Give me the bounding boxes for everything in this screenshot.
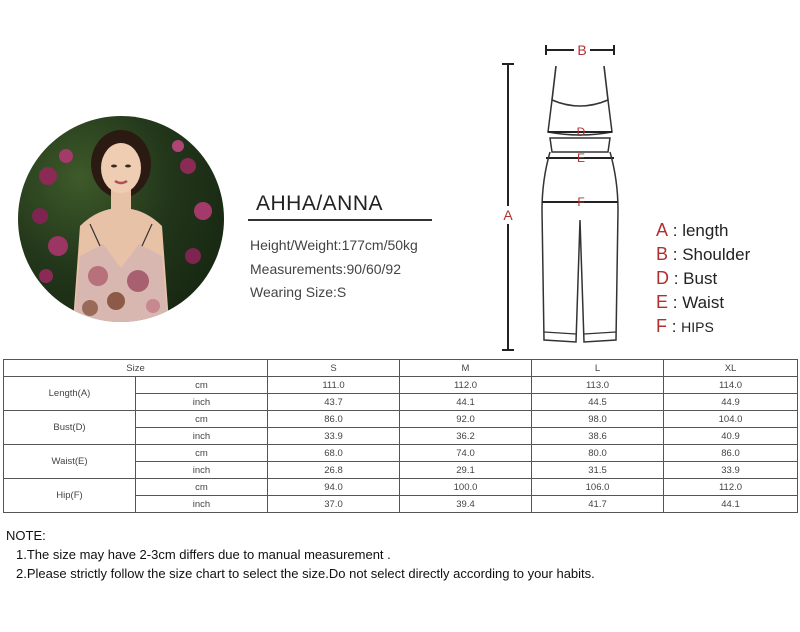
value-cell: 44.1 [664, 496, 798, 513]
header-size-xl: XL [664, 360, 798, 377]
value-cell: 100.0 [400, 479, 532, 496]
unit-cell: cm [136, 377, 268, 394]
legend-item-waist: E : Waist [656, 292, 725, 312]
legend-item-hips: F : HIPS [656, 316, 714, 336]
value-cell: 41.7 [532, 496, 664, 513]
value-cell: 40.9 [664, 428, 798, 445]
value-cell: 43.7 [268, 394, 400, 411]
model-wearing-size: Wearing Size:S [250, 284, 347, 300]
table-header-row [4, 360, 798, 377]
value-cell: 98.0 [532, 411, 664, 428]
unit-cell: inch [136, 496, 268, 513]
value-cell: 44.9 [664, 394, 798, 411]
value-cell: 44.5 [532, 394, 664, 411]
note-item: 2.Please strictly follow the size chart to select the size.Do not select directly according to your habits. [16, 566, 595, 581]
value-cell: 74.0 [400, 445, 532, 462]
value-cell: 33.9 [664, 462, 798, 479]
measurement-legend [656, 220, 750, 340]
value-cell: 38.6 [532, 428, 664, 445]
note-item: 1.The size may have 2-3cm differs due to manual measurement . [16, 547, 391, 562]
legend-item-shoulder: B : Shoulder [656, 244, 751, 264]
model-measurements: Measurements:90/60/92 [250, 261, 401, 277]
unit-cell: inch [136, 394, 268, 411]
notes-section [6, 528, 595, 585]
header-size-m: M [400, 360, 532, 377]
value-cell: 36.2 [400, 428, 532, 445]
table-row [4, 445, 798, 462]
value-cell: 106.0 [532, 479, 664, 496]
value-cell: 112.0 [400, 377, 532, 394]
size-chart-table [3, 359, 798, 513]
value-cell: 80.0 [532, 445, 664, 462]
jumpsuit-measurement-diagram [490, 40, 650, 360]
value-cell: 31.5 [532, 462, 664, 479]
table-row [4, 479, 798, 496]
header-size-l: L [532, 360, 664, 377]
value-cell: 86.0 [268, 411, 400, 428]
value-cell: 104.0 [664, 411, 798, 428]
value-cell: 111.0 [268, 377, 400, 394]
unit-cell: inch [136, 428, 268, 445]
model-height-weight: Height/Weight:177cm/50kg [250, 237, 418, 253]
unit-cell: cm [136, 479, 268, 496]
unit-cell: cm [136, 445, 268, 462]
label-e: E [576, 151, 586, 165]
value-cell: 92.0 [400, 411, 532, 428]
model-name: AHHA/ANNA [256, 192, 384, 215]
value-cell: 44.1 [400, 394, 532, 411]
value-cell: 37.0 [268, 496, 400, 513]
model-photo [18, 116, 224, 322]
value-cell: 94.0 [268, 479, 400, 496]
value-cell: 86.0 [664, 445, 798, 462]
row-label-bust: Bust(D) [4, 411, 136, 445]
value-cell: 112.0 [664, 479, 798, 496]
value-cell: 114.0 [664, 377, 798, 394]
value-cell: 68.0 [268, 445, 400, 462]
row-label-hip: Hip(F) [4, 479, 136, 513]
unit-cell: cm [136, 411, 268, 428]
value-cell: 26.8 [268, 462, 400, 479]
value-cell: 29.1 [400, 462, 532, 479]
value-cell: 33.9 [268, 428, 400, 445]
label-d: D [576, 125, 586, 139]
unit-cell: inch [136, 462, 268, 479]
row-label-waist: Waist(E) [4, 445, 136, 479]
row-label-length: Length(A) [4, 377, 136, 411]
legend-item-bust: D : Bust [656, 268, 718, 288]
label-b: B [577, 42, 587, 58]
label-f: F [577, 195, 585, 209]
table-row [4, 377, 798, 394]
notes-title: NOTE: [6, 528, 46, 543]
legend-item-length: A : length [656, 220, 729, 240]
table-row [4, 411, 798, 428]
value-cell: 39.4 [400, 496, 532, 513]
header-size: Size [4, 360, 268, 377]
header-size-s: S [268, 360, 400, 377]
value-cell: 113.0 [532, 377, 664, 394]
label-a: A [503, 207, 513, 223]
model-name-divider [248, 219, 432, 221]
